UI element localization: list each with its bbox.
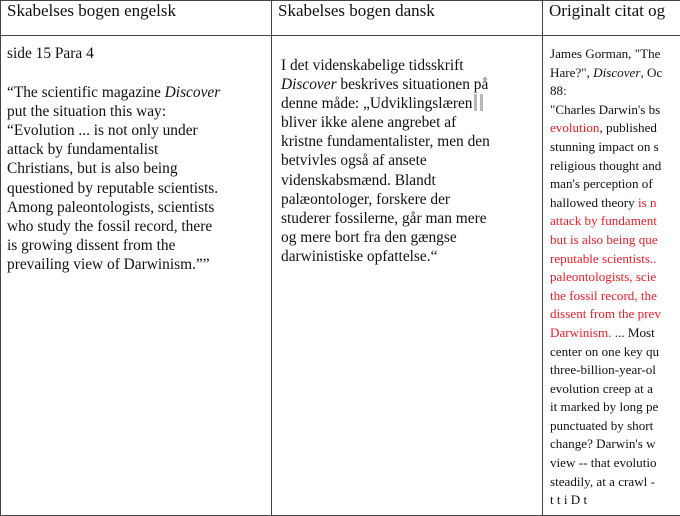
original-line [550,417,680,436]
quote-text: center on one key qu [550,344,659,359]
original-line [550,473,680,492]
original-line [550,82,680,101]
original-line [550,138,680,157]
original-line [550,64,680,83]
english-line: is growing dissent from the [7,236,265,255]
highlighted-text: is n [638,195,657,210]
english-line: prevailing view of Darwinism.”” [7,255,265,274]
header-english: Skabelses bogen engelsk [1,1,272,36]
quote-text: it marked by long pe [550,399,658,414]
highlighted-text: but is also being que [550,232,658,247]
highlighted-text: reputable scientists.. [550,251,657,266]
english-line: attack by fundamentalist [7,140,265,159]
danish-line: kristne fundamentalister, men den [281,132,532,151]
quote-text: religious thought and [550,158,661,173]
original-line [550,380,680,399]
original-line [550,324,680,343]
english-line: put the situation this way: [7,102,265,121]
quote-text: ... Most [611,325,654,340]
quote-text: t t i D t [550,492,587,507]
header-danish: Skabelses bogen dansk [272,1,543,36]
english-line: Christians, but is also being [7,159,265,178]
quote-text: 88: [550,83,567,98]
quote-text: , Oc [640,65,662,80]
english-cell [1,36,272,516]
original-line [550,435,680,454]
highlighted-text: dissent from the prev [550,306,661,321]
danish-line: denne måde: „Udviklingslæren [281,94,532,113]
pause-icon[interactable] [474,94,486,112]
highlighted-text: attack by fundament [550,213,657,228]
highlighted-text: the fossil record, the [550,288,657,303]
original-quote [543,36,680,510]
danish-line: studerer fossilerne, går man mere [281,209,532,228]
danish-line: darwinistiske opfattelse.“ [281,247,532,266]
quote-text: , published [599,120,656,135]
english-line: who study the fossil record, there [7,217,265,236]
table-row [1,36,680,516]
highlighted-text: paleontologists, scie [550,269,656,284]
original-line [550,398,680,417]
quote-text: change? Darwin's w [550,436,656,451]
original-line [550,231,680,250]
highlighted-text: evolution [550,120,599,135]
original-line [550,175,680,194]
page-reference: side 15 Para 4 [7,44,265,63]
original-line [550,212,680,231]
danish-line: I det videnskabelige tidsskrift [281,56,532,75]
original-line [550,361,680,380]
original-line [550,157,680,176]
original-line [550,268,680,287]
danish-quote [272,36,542,266]
quote-text: hallowed theory [550,195,638,210]
danish-line: betvivles også af ansete [281,151,532,170]
original-line [550,454,680,473]
quote-text: view -- that evolutio [550,455,657,470]
highlighted-text: Darwinism. [550,325,611,340]
english-line: “Evolution ... is not only under [7,121,265,140]
original-line [550,250,680,269]
original-line [550,343,680,362]
original-line [550,194,680,213]
quote-text: "Charles Darwin's bs [550,102,660,117]
danish-line: bliver ikke alene angrebet af [281,113,532,132]
english-line: questioned by reputable scientists. [7,179,265,198]
original-line [550,305,680,324]
original-cell [543,36,680,516]
quote-text: stunning impact on s [550,139,659,154]
english-line: Among paleontologists, scientists [7,198,265,217]
quote-text: man's perception of [550,176,653,191]
original-line [550,287,680,306]
quote-text: Hare?", [550,65,593,80]
original-line [550,101,680,120]
danish-line: videnskabsmænd. Blandt [281,171,532,190]
danish-line: palæontologer, forskere der [281,190,532,209]
original-line [550,45,680,64]
quote-text: Discover [593,65,640,80]
danish-cell [272,36,543,516]
quote-text: evolution creep at a [550,381,653,396]
header-row [1,1,680,36]
english-quote [7,83,265,274]
english-line: “The scientific magazine Discover [7,83,265,102]
original-line [550,119,680,138]
danish-line: Discover beskrives situationen på [281,75,532,94]
header-original: Originalt citat og [543,1,680,36]
original-line [550,491,680,510]
quote-text: three-billion-year-ol [550,362,656,377]
quote-text: James Gorman, "The [550,46,660,61]
quote-text: steadily, at a crawl - [550,474,655,489]
danish-line: og mere bort fra den gængse [281,228,532,247]
quote-text: punctuated by short [550,418,653,433]
